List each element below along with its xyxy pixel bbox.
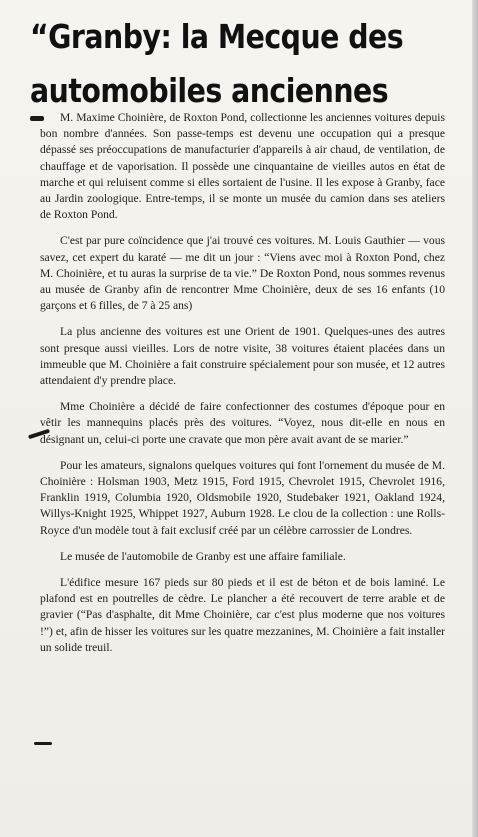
paragraph-3: La plus ancienne des voitures est une Orient de 1901. Quelques-unes des autres sont presque aussi vieilles. Lors de notre visite, 38 voitures étaient placées dans un immeuble que M. Choinière a fait construire spécialement pour son musée, et 12 autres attendaient d'y prendre place. [40,325,445,388]
paragraph-6: Le musée de l'automobile de Granby est une affaire familiale. [60,549,346,563]
paragraph-5: Pour les amateurs, signalons quelques voitures qui font l'ornement du musée de M. Choinière : Holsman 1903, Metz 1915, Ford 1915, Chevrolet 1915, Chevrolet 1916, Franklin 1919, Columbia 1920, Oldsmobile 1920, Studebaker 1921, Oakland 1924, Willys-Knight 1925, Whippet 1927, Auburn 1928. Le clou de la collection : une Rolls-Royce d'un modèle tout à fait exclusif créé par un célèbre carrossier de Londres. [40,458,445,537]
ink-mark-bottom [34,742,52,745]
paragraph-2: C'est par pure coïncidence que j'ai trouvé ces voitures. M. Louis Gauthier — vous savez, cet expert du karaté — me dit un jour : “Viens avec moi à Roxton Pond, chez M. Choinière, et tu auras la surprise de ta vie.” De Roxton Pond, nous sommes revenus au musée de Granby afin de rencontrer Mme Choinière, deux de ses 16 enfants (10 garçons et 6 filles, de 7 à 25 ans) [40,234,445,313]
headline-line-2: automobiles anciennes [30,71,389,110]
headline [30,10,408,118]
article-body [40,110,445,666]
headline-line-1: “Granby: la Mecque des [30,17,404,56]
page-edge [472,0,478,837]
paragraph-7: L'édifice mesure 167 pieds sur 80 pieds et il est de béton et de bois laminé. Le plafond est en poutrelles de cèdre. Le plancher a été recouvert de terre arable et de gravier (“Pas d'asphalte, dit Mme Choinière, car c'est plus moderne que nos voitures !”) et, afin de hisser les voitures sur les quatre mezzanines, M. Choinière a fait installer un solide treuil. [40,576,445,654]
paragraph-1: M. Maxime Choinière, de Roxton Pond, collectionne les anciennes voitures depuis bon nombre d'années. Son passe-temps est devenu une occupation qui a presque dépassé ses préoccupations de manufacturier d'appareils à air chaud, de ventilation, de chauffage et de vaporisation. Il possède une cinquantaine de vieilles autos en état de marche et qui reluisent comme si elles sortaient de l'usine. Il les expose à Granby, face au Jardin zoologique. Entre-temps, il se monte un musée du camion dans ses ateliers de Roxton Pond. [40,111,445,222]
paragraph-4: Mme Choinière a décidé de faire confectionner des costumes d'époque pour en vêtir les mannequins placés près des voitures. “Voyez, nous dit-elle en nous en désignant un, celui-ci porte une cravate que mon père avait avant de se marier.” [40,400,445,446]
